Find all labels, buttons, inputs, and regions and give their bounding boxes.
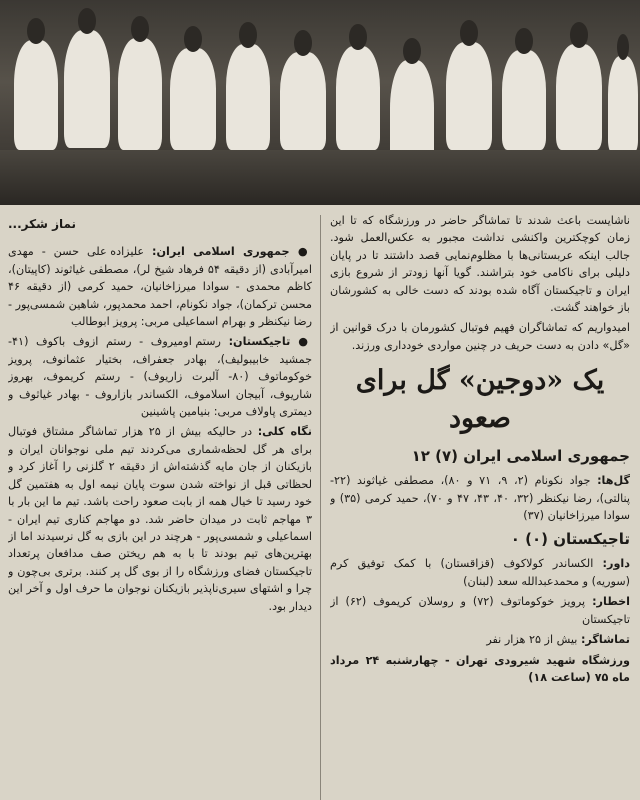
spectators-line (330, 631, 630, 648)
venue-line: ورزشگاه شهید شیرودی تهران - چهارشنبه ۲۴ مرداد ماه ۷۵ (ساعت ۱۸) (330, 653, 630, 684)
left-column (8, 212, 312, 800)
referee-label: داور: (602, 557, 630, 571)
goals-text: جواد نکونام (۲، ۹، ۷۱ و ۸۰)، مصطفی غیاثوند (۲۲- پنالتی)، رضا نیکنظر (۳۲، ۴۰، ۴۳، ۴۷ و ۷۰)، حمید کرمی (۳۵) و سوادا میرزاخانیان (۳۷) (330, 474, 630, 523)
overview-paragraph (8, 423, 312, 614)
score-tajikistan: تاجیکستان (۰) ۰ (510, 530, 630, 549)
goals-line (330, 472, 630, 524)
spectators-label: تماشاگر: (580, 633, 630, 647)
iran-text: علیزاده علی حسن - مهدی امیرآبادی (از دقیقه ۵۴ فرهاد شیخ لر)، مصطفی غیاثوند (کاپیتان)، کاظم محمدی - سوادا میرزاخانیان، حمید کرمی (از دقیقه ۴۶ محسن ترکمان)، جواد نکونام، احمد محمدپور، شاهین شمسی‌پور - رضا نیکنظر و بهرام اسماعیلی مربی: پرویز ابوطالب (8, 245, 312, 329)
overview-text: در حالیکه بیش از ۲۵ هزار تماشاگر مشتاق فوتبال برای هر گل لحظه‌شماری می‌کردند تیم ملی نوجوانان ایران و بازیکنان از جان مایه گذشته‌اش از دقیقه ۲ گلزنی را آغاز کرد و لحظاتی قبل از نواخته شدن سوت پایان نیمه اول به هفتمین گل خود رسید تا خیال همه از بابت صعود راحت باشد. تیم ما این بار با ۳ مهاجم ثابت در میدان حاضر شد. دو مهاجم کناری تیم ایران - اسماعیلی و شمسی‌پور - هرچند در این بازی به گل نرسیدند اما از بهترین‌های تیم بودند تا با به هم ریختن صف مدافعان پرتعداد تاجیکستان فضای ورزشگاه را از بوی گل پر کنند. برتری بی‌چون و چرا و اشتهای سیری‌ناپذیر بازیکنان نوجوان ما حرف اول و آخر این دیدار بود. (8, 425, 312, 613)
iran-label: ● جمهوری اسلامی ایران: (152, 245, 312, 259)
column-divider (320, 215, 321, 800)
iran-lineup (8, 243, 312, 330)
score-iran: جمهوری اسلامی ایران (۷) ۱۲ (411, 447, 630, 466)
goals-label: گل‌ها: (597, 474, 630, 488)
referee-text: الکساندر کولاکوف (قزاقستان) با کمک توفیق کرم (سوریه) و محمدعبدالله سعد (لبنان) (330, 557, 630, 588)
tajik-lineup (8, 333, 312, 420)
spectators-text: بیش از ۲۵ هزار نفر (486, 633, 578, 647)
tajik-text: رستم اومیروف - رستم ازوف باکوف (۴۱- جمشید خابیبولیف)، بهادر جعفراف، بختیار عثمانوف، پرویز خوکوماتوف (۸۰- آلبرت زاریوف) - رستم کریموف، بهروز شاریوف، آبیجان اسلاموف، الکساندر بازاروف - بهادر غیاثوف و دیمتری پاولاف مربی: بنیامین پاشینین (8, 335, 312, 419)
tajik-label: ● تاجیکستان: (228, 335, 312, 349)
referee-line (330, 555, 630, 590)
headline: یک «دوجین» گل برای صعود (355, 365, 605, 435)
intro-paragraph: ناشایست باعث شدند تا تماشاگر حاضر در ورزشگاه که تا این زمان کوچکترین واکنشی نداشت مجبور به عکس‌العمل شود. جالب اینکه عربستانی‌ها با مظلوم‌نمایی قصد داشتند تا در پایان دلیلی برای ناکامی خود بتراشند. گویا آنها زودتر از شروع بازی ایران و تاجیکستان آگاه شده بودند که دست خالی به کشورشان باز خواهند گشت. (330, 214, 630, 315)
warnings-label: اخطار: (592, 595, 630, 609)
right-column (330, 212, 630, 800)
team-celebration-photo (0, 0, 640, 205)
warnings-text: پرویز خوکوماتوف (۷۲) و روسلان کریموف (۶۲) از تاجیکستان (330, 595, 630, 626)
closing-paragraph: امیدواریم که تماشاگران فهیم فوتبال کشورمان با درک قوانین از «گل» دادن به دست حریف در چنین مواردی خودداری ورزند. (330, 321, 630, 352)
section-head: نماز شکر... (8, 217, 77, 231)
warnings-line (330, 593, 630, 628)
overview-label: نگاه کلی: (257, 425, 312, 439)
